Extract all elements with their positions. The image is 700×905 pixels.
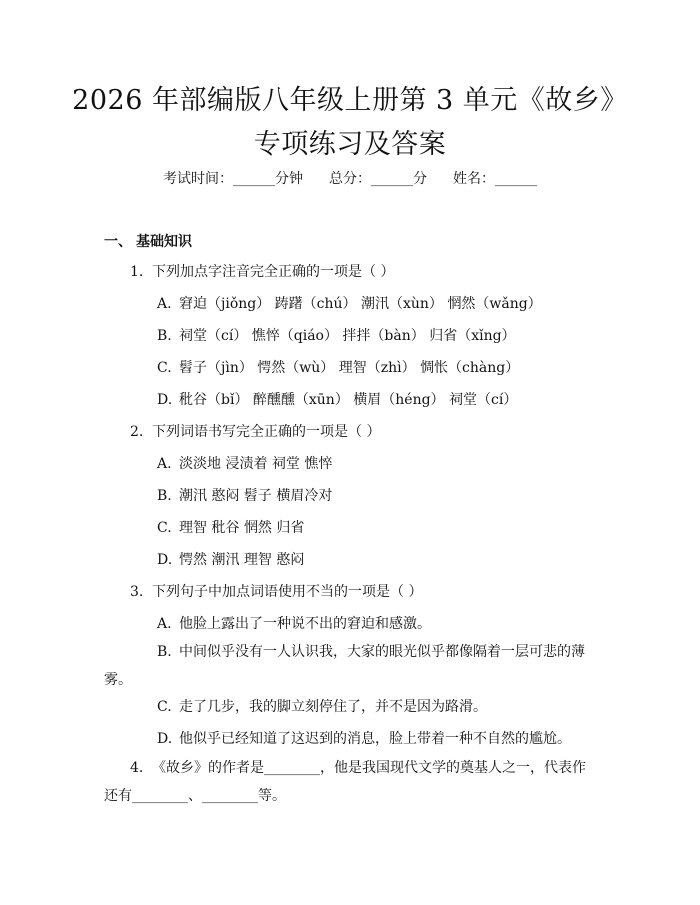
option-letter: A. bbox=[157, 456, 172, 472]
option-2c bbox=[157, 519, 304, 537]
option-letter: C. bbox=[157, 360, 172, 376]
option-text: 中间似乎没有一人认识我，大家的眼光似乎都像隔着一层可悲的薄雾。 bbox=[104, 644, 585, 688]
question-number: 3. bbox=[130, 584, 144, 600]
option-text: 走了几步，我的脚立刻停住了，并不是因为路滑。 bbox=[179, 699, 487, 715]
question-text: 下列句子中加点词语使用不当的一项是（ ） bbox=[152, 584, 423, 600]
option-text: 髫子（jìn） 愕然（wù） 理智（zhì） 惆怅（chàng） bbox=[179, 360, 520, 376]
exam-info bbox=[0, 170, 700, 188]
option-1c bbox=[157, 359, 519, 377]
option-text: 理智 秕谷 惘然 归省 bbox=[179, 520, 305, 536]
option-1a bbox=[157, 295, 542, 313]
question-number: 2. bbox=[130, 424, 144, 440]
option-2d bbox=[157, 551, 304, 569]
option-letter: B. bbox=[157, 488, 172, 504]
section-heading bbox=[104, 233, 192, 251]
option-2a bbox=[157, 455, 332, 473]
page-subtitle: 专项练习及答案 bbox=[253, 129, 447, 160]
option-text: 秕谷（bǐ） 醉醺醺（xūn） 横眉（héng） 祠堂（cí） bbox=[179, 392, 518, 408]
option-letter: B. bbox=[157, 644, 172, 660]
option-text: 祠堂（cí） 憔悴（qiáo） 拌拌（bàn） 归省（xǐng） bbox=[179, 328, 516, 344]
page-title: 2026 年部编版八年级上册第 3 单元《故乡》 bbox=[72, 85, 628, 116]
option-text: 他似乎已经知道了这迟到的消息，脸上带着一种不自然的尴尬。 bbox=[179, 731, 571, 747]
option-text: 愕然 潮汛 理智 憨闷 bbox=[179, 552, 305, 568]
option-letter: A. bbox=[157, 296, 172, 312]
option-letter: D. bbox=[157, 392, 173, 408]
option-1b bbox=[157, 327, 516, 345]
option-letter: D. bbox=[157, 552, 173, 568]
option-3a bbox=[157, 615, 431, 633]
option-3c bbox=[157, 698, 487, 716]
option-3d bbox=[157, 730, 571, 748]
option-text: 窘迫（jiǒng） 踌躇（chú） 潮汛（xùn） 惘然（wǎng） bbox=[179, 296, 542, 312]
question-2 bbox=[130, 423, 380, 441]
question-1 bbox=[130, 263, 394, 281]
option-letter: D. bbox=[157, 731, 173, 747]
question-text: 《故乡》的作者是________，他是我国现代文学的奠基人之一，代表作还有________、________等。 bbox=[104, 760, 586, 804]
option-2b bbox=[157, 487, 332, 505]
question-number: 4. bbox=[130, 760, 144, 776]
question-3 bbox=[130, 583, 422, 601]
option-letter: A. bbox=[157, 616, 172, 632]
option-letter: C. bbox=[157, 699, 172, 715]
option-text: 潮汛 憨闷 髫子 横眉冷对 bbox=[179, 488, 333, 504]
section-label: 基础知识 bbox=[136, 234, 192, 250]
option-text: 他脸上露出了一种说不出的窘迫和感激。 bbox=[179, 616, 431, 632]
exam-score: 总分：______分 bbox=[329, 171, 427, 187]
option-1d bbox=[157, 391, 517, 409]
question-text: 下列加点字注音完全正确的一项是（ ） bbox=[152, 264, 395, 280]
question-text: 下列词语书写完全正确的一项是（ ） bbox=[152, 424, 381, 440]
question-number: 1. bbox=[130, 264, 144, 280]
option-3b bbox=[104, 638, 594, 694]
exam-name: 姓名：______ bbox=[453, 171, 537, 187]
question-4 bbox=[104, 754, 594, 810]
exam-time: 考试时间：______分钟 bbox=[163, 171, 303, 187]
option-letter: B. bbox=[157, 328, 172, 344]
option-letter: C. bbox=[157, 520, 172, 536]
section-number: 一、 bbox=[104, 234, 132, 250]
option-text: 淡淡地 浸渍着 祠堂 憔悴 bbox=[179, 456, 333, 472]
